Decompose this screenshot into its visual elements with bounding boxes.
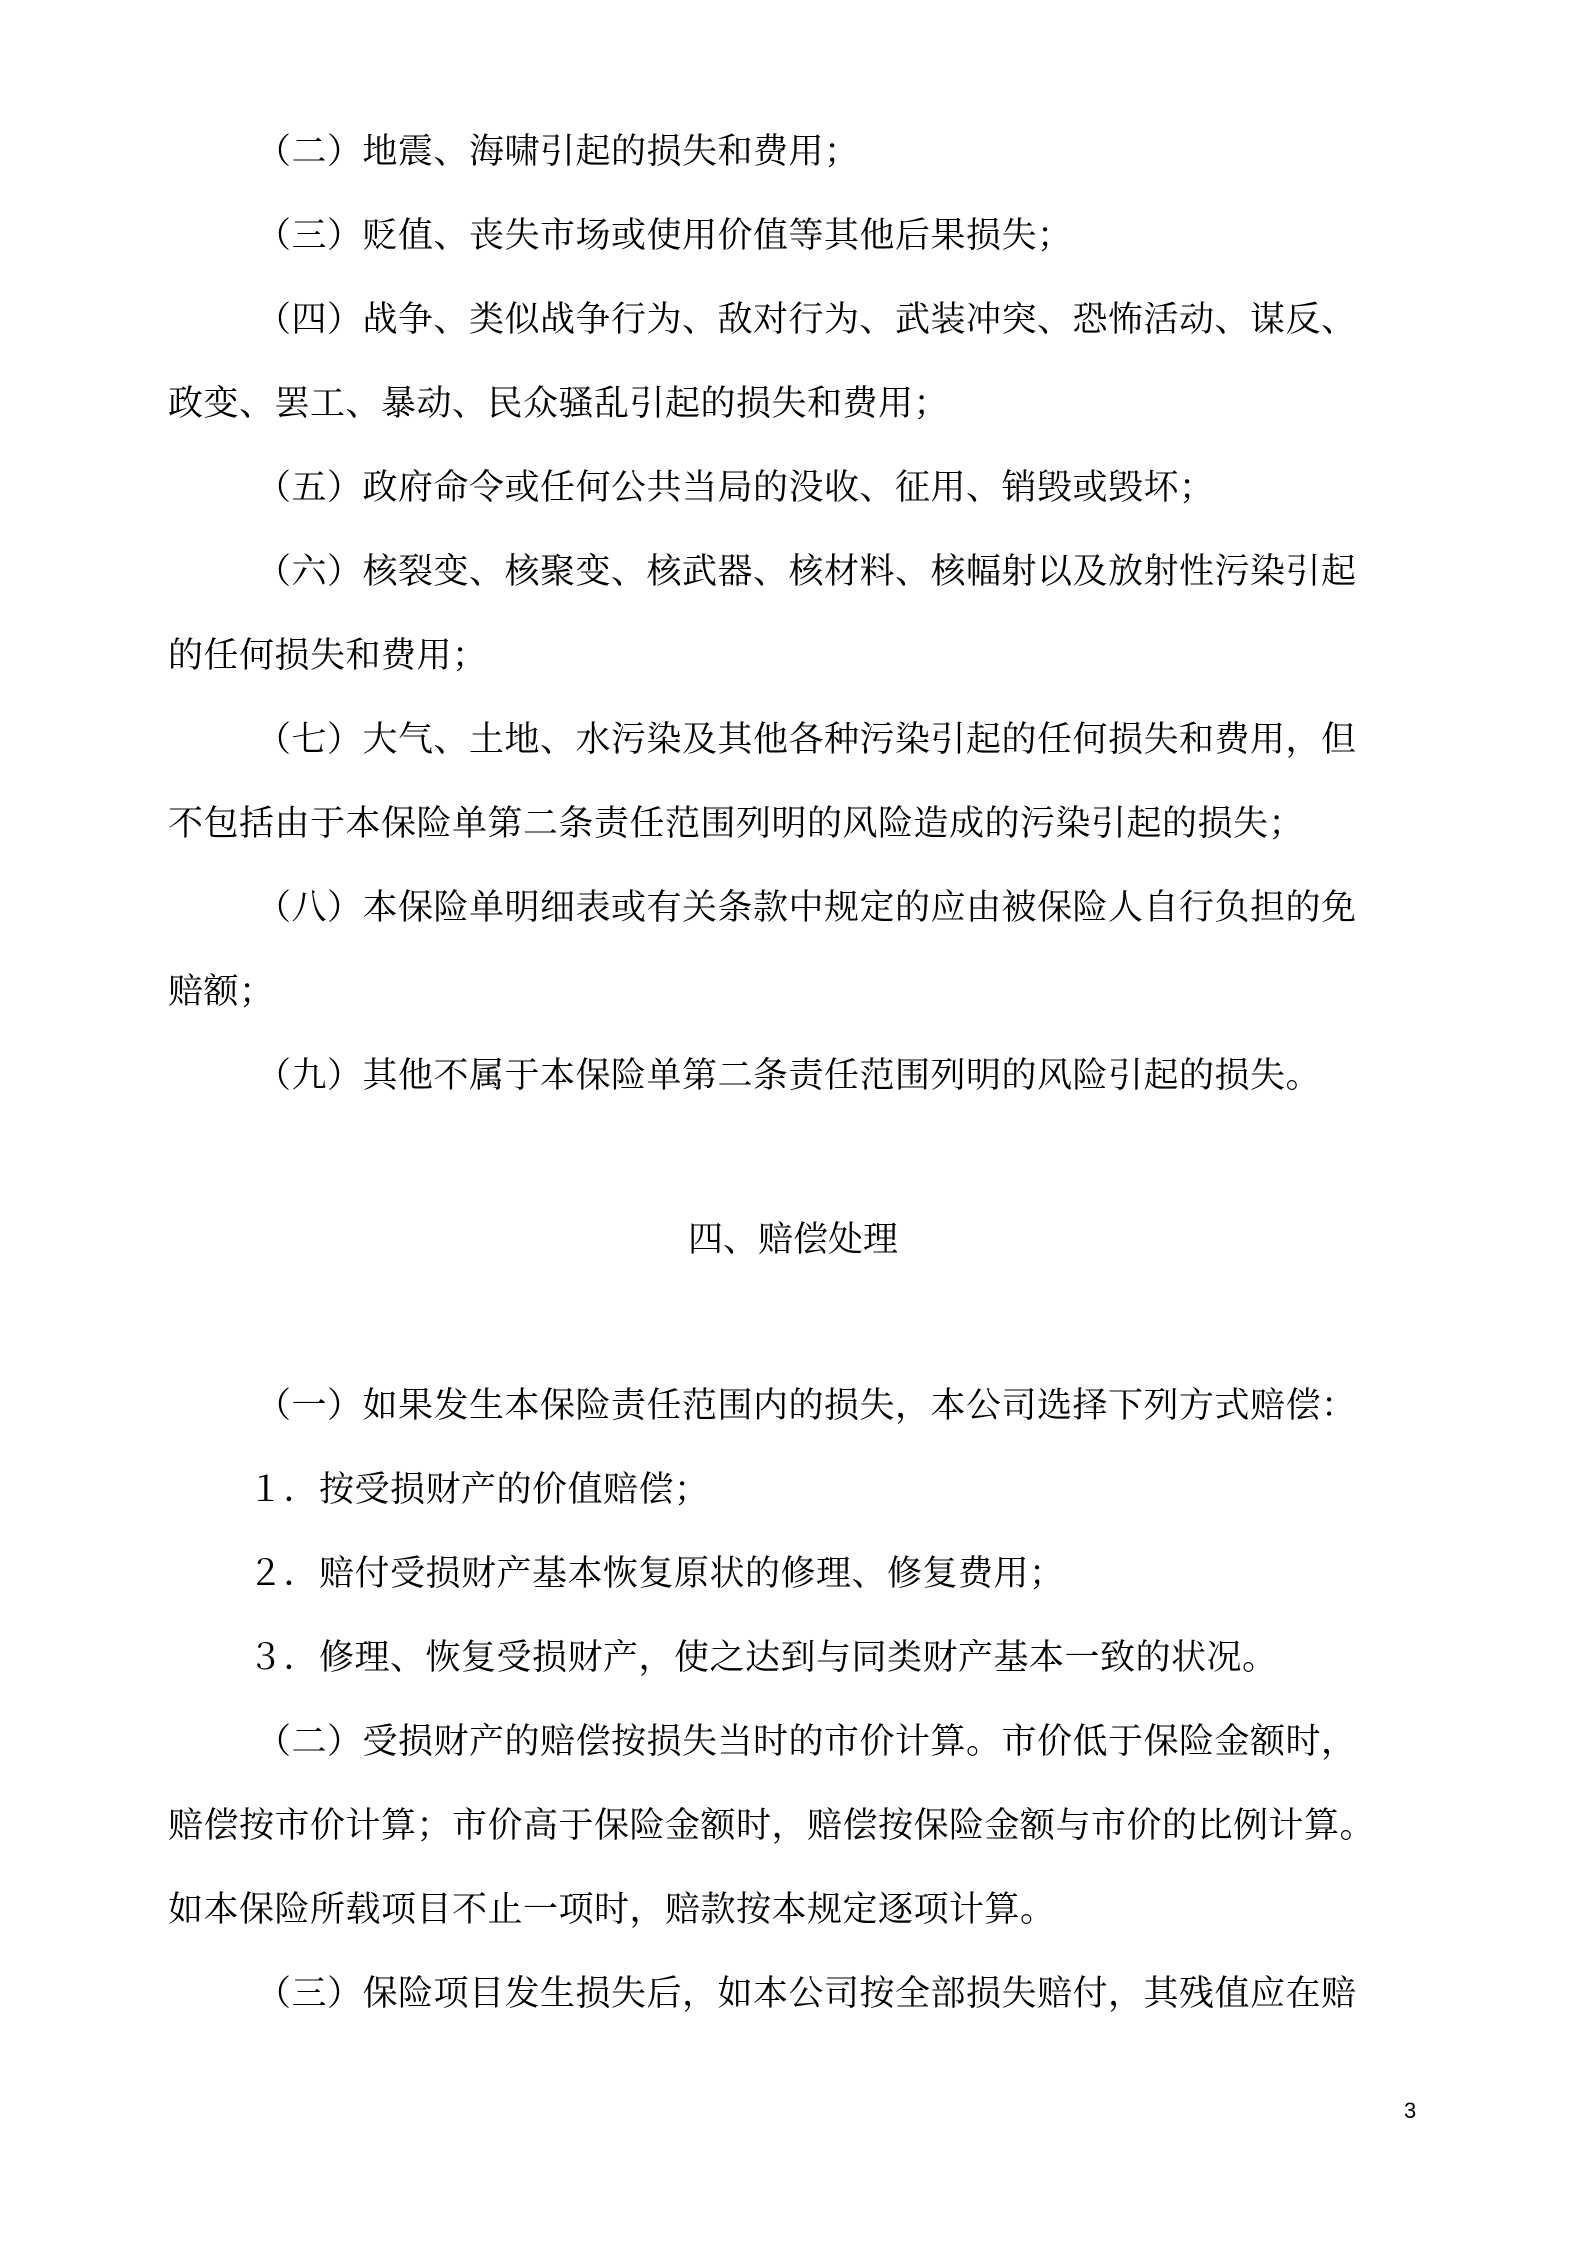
clause-line: （二）地震、海啸引起的损失和费用； [256,132,860,172]
clause-line: （七）大气、土地、水污染及其他各种污染引起的任何损失和费用，但 [256,720,1357,760]
clause-line: 不包括由于本保险单第二条责任范围列明的风险造成的污染引起的损失； [168,804,1305,844]
clause-line: （三）保险项目发生损失后，如本公司按全部损失赔付，其残值应在赔 [256,1974,1357,2014]
clause-line: （四）战争、类似战争行为、敌对行为、武装冲突、恐怖活动、谋反、 [256,300,1357,340]
clause-line: （九）其他不属于本保险单第二条责任范围列明的风险引起的损失。 [256,1056,1322,1096]
clause-line: （五）政府命令或任何公共当局的没收、征用、销毁或毁坏； [256,468,1215,508]
clause-line: 如本保险所载项目不止一项时，赔款按本规定逐项计算。 [168,1890,1056,1930]
clause-line: 赔额； [168,972,275,1012]
clause-line: （二）受损财产的赔偿按损失当时的市价计算。市价低于保险金额时， [256,1722,1357,1762]
clause-line: 的任何损失和费用； [168,636,488,676]
clause-line: （一）如果发生本保险责任范围内的损失，本公司选择下列方式赔偿： [256,1386,1357,1426]
page-number: 3 [1404,2098,1417,2123]
clause-line: 赔偿按市价计算；市价高于保险金额时，赔偿按保险金额与市价的比例计算。 [168,1806,1376,1846]
clause-line: （六）核裂变、核聚变、核武器、核材料、核幅射以及放射性污染引起 [256,552,1357,592]
clause-line: （三）贬值、丧失市场或使用价值等其他后果损失； [256,216,1073,256]
clause-line: 政变、罢工、暴动、民众骚乱引起的损失和费用； [168,384,950,424]
clause-line: （八）本保险单明细表或有关条款中规定的应由被保险人自行负担的免 [256,888,1357,928]
section-heading: 四、赔偿处理 [687,1220,898,1260]
list-item: ３．修理、恢复受损财产，使之达到与同类财产基本一致的状况。 [248,1638,1278,1678]
list-item: ２．赔付受损财产基本恢复原状的修理、修复费用； [248,1554,1065,1594]
list-item: １．按受损财产的价值赔偿； [248,1470,710,1510]
